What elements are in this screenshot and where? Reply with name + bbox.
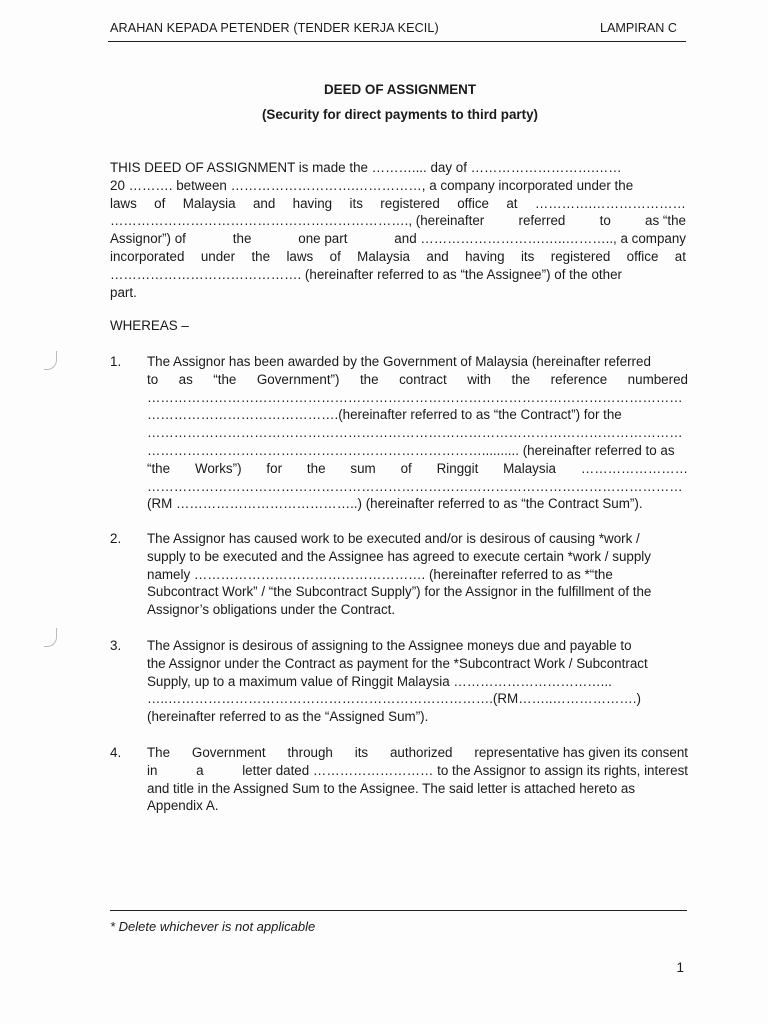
whereas-heading: WHEREAS – bbox=[110, 318, 189, 333]
text-segment: and title in the Assigned Sum to the Assignee. The said letter is attached hereto as bbox=[147, 780, 636, 796]
text-line bbox=[147, 353, 688, 371]
text-segment: its bbox=[349, 195, 363, 211]
text-segment: Works”) bbox=[194, 460, 242, 476]
text-line bbox=[147, 566, 688, 584]
text-line bbox=[147, 442, 688, 460]
text-segment: office bbox=[457, 195, 489, 211]
text-segment: The Assignor has caused work to be executed and/or is desirous of causing *work / bbox=[147, 531, 640, 546]
text-segment: ………………………………………………………………………………………………………… bbox=[147, 425, 683, 441]
text-line bbox=[147, 690, 688, 708]
text-line bbox=[147, 797, 688, 815]
text-segment: (RM …………………………………..) (hereinafter referred to as “the Contract Sum”). bbox=[147, 496, 643, 512]
text-segment: Government”) bbox=[256, 371, 340, 387]
document-title: DEED OF ASSIGNMENT bbox=[323, 82, 477, 97]
text-segment: and ……………………….…..……….., a company bbox=[394, 231, 686, 247]
text-segment: part. bbox=[110, 284, 137, 300]
text-segment: Appendix A. bbox=[147, 798, 219, 814]
text-segment: laws bbox=[286, 248, 314, 264]
text-segment: the bbox=[251, 248, 271, 264]
text-segment: the bbox=[511, 371, 531, 387]
text-segment: reference bbox=[550, 371, 608, 387]
scan-punch-mark bbox=[44, 628, 57, 647]
text-segment: as “the bbox=[645, 213, 686, 229]
text-segment: incorporated bbox=[110, 248, 185, 264]
scan-punch-mark bbox=[44, 351, 57, 370]
recital-text bbox=[147, 744, 688, 815]
document-subtitle: (Security for direct payments to third party) bbox=[261, 107, 539, 122]
text-line bbox=[147, 583, 688, 601]
text-segment: supply to be executed and the Assignee has agreed to execute certain *work / supply bbox=[147, 548, 651, 564]
recital-number: 4. bbox=[110, 745, 122, 760]
text-segment: through bbox=[287, 745, 333, 760]
text-segment: Government bbox=[191, 745, 266, 760]
text-line bbox=[147, 762, 688, 780]
text-segment: Ringgit bbox=[436, 460, 479, 476]
header-left-text: ARAHAN KEPADA PETENDER (TENDER KERJA KECIL) bbox=[110, 21, 439, 35]
text-line bbox=[147, 371, 688, 389]
text-segment: The Assignor has been awarded by the Government of Malaysia (hereinafter referred bbox=[147, 354, 651, 369]
intro-paragraph bbox=[110, 159, 686, 301]
text-segment: with bbox=[467, 371, 492, 387]
text-segment: Subcontract Work” / “the Subcontract Supply”) for the Assignor in the fulfillment of the bbox=[147, 584, 652, 600]
footnote-divider bbox=[110, 910, 687, 911]
text-segment: “the bbox=[147, 460, 171, 476]
text-line bbox=[147, 708, 688, 726]
text-segment: for bbox=[266, 460, 283, 476]
text-segment: to bbox=[599, 213, 611, 229]
text-segment: having bbox=[292, 195, 333, 211]
header-divider bbox=[108, 41, 686, 42]
text-segment: “the bbox=[213, 371, 237, 387]
text-segment: under bbox=[200, 248, 236, 264]
recital-text bbox=[147, 530, 688, 619]
footnote: * Delete whichever is not applicable bbox=[110, 919, 316, 934]
text-segment: its bbox=[520, 248, 535, 264]
text-segment: THIS DEED OF ASSIGNMENT is made the ……….... day of ……………………….…… bbox=[110, 160, 622, 175]
text-line bbox=[110, 177, 686, 195]
text-segment: of bbox=[400, 460, 412, 476]
text-segment: as bbox=[178, 371, 193, 387]
text-line bbox=[147, 389, 688, 407]
text-line bbox=[147, 460, 688, 478]
recital-text bbox=[147, 353, 688, 513]
text-segment: in bbox=[147, 762, 158, 778]
text-segment: the bbox=[306, 460, 326, 476]
text-segment: representative has given its consent bbox=[474, 745, 688, 760]
text-segment: laws bbox=[110, 195, 137, 211]
text-segment: contract bbox=[399, 371, 447, 387]
text-segment: Malaysia bbox=[503, 460, 556, 476]
text-segment: ………………………………………………………………………………………………………… bbox=[147, 478, 683, 494]
text-segment: The bbox=[147, 745, 171, 760]
text-line bbox=[110, 248, 686, 266]
text-segment: a bbox=[196, 762, 204, 778]
text-segment: ………………………………………………………………….......... (hereinafter referred to as bbox=[147, 442, 675, 458]
recital-number: 3. bbox=[110, 638, 122, 653]
text-segment: of bbox=[329, 248, 341, 264]
page-number: 1 bbox=[676, 960, 684, 975]
text-segment: numbered bbox=[627, 371, 688, 387]
text-segment: to bbox=[147, 371, 159, 387]
text-line bbox=[147, 601, 688, 619]
text-segment: registered bbox=[550, 248, 611, 264]
text-segment: and bbox=[252, 195, 276, 211]
text-segment: …..……………………………………………………………….(RM……..……………….) bbox=[147, 691, 641, 707]
text-segment: namely ……………………………………………. (hereinafter referred to as *“the bbox=[147, 566, 613, 582]
text-segment: …………………………………….(hereinafter referred to as “the Contract”) for the bbox=[147, 407, 622, 423]
text-segment: having bbox=[465, 248, 505, 264]
text-line bbox=[147, 744, 688, 762]
text-line bbox=[147, 424, 688, 442]
text-line bbox=[110, 195, 686, 213]
text-segment: one part bbox=[298, 231, 348, 247]
text-segment: …………………………………………………………., (hereinafter bbox=[110, 213, 485, 229]
text-line bbox=[147, 655, 688, 673]
text-segment: of bbox=[154, 195, 166, 211]
text-segment: its bbox=[354, 745, 369, 760]
text-line bbox=[147, 780, 688, 798]
text-segment: ………………………………………………………………………………………………………… bbox=[147, 389, 683, 405]
text-line bbox=[147, 673, 688, 691]
text-line bbox=[147, 637, 688, 655]
text-segment: at bbox=[674, 248, 686, 264]
text-segment: The Assignor is desirous of assigning to the Assignee moneys due and payable to bbox=[147, 638, 632, 653]
text-line bbox=[147, 406, 688, 424]
text-segment: and bbox=[426, 248, 449, 264]
text-segment: the bbox=[232, 231, 252, 247]
text-segment: referred bbox=[518, 213, 566, 229]
text-segment: sum bbox=[350, 460, 376, 476]
text-line bbox=[110, 230, 686, 248]
text-line bbox=[110, 284, 686, 302]
text-line bbox=[147, 495, 688, 513]
text-line bbox=[147, 548, 688, 566]
text-segment: ……………………………………. (hereinafter referred to as “the Assignee”) of the other bbox=[110, 266, 622, 282]
recital-text bbox=[147, 637, 688, 726]
text-line bbox=[110, 266, 686, 284]
text-segment: Assignor”) of bbox=[110, 231, 186, 247]
text-segment: office bbox=[626, 248, 659, 264]
header-right-text: LAMPIRAN C bbox=[600, 21, 677, 35]
text-segment: …………………… bbox=[580, 460, 688, 476]
recital-number: 1. bbox=[110, 354, 122, 369]
text-segment: (hereinafter referred to as the “Assigned Sum”). bbox=[147, 709, 429, 725]
recital-number: 2. bbox=[110, 531, 122, 546]
text-segment: Malaysia bbox=[357, 248, 411, 264]
text-line bbox=[147, 530, 688, 548]
text-segment: Assignor’s obligations under the Contract. bbox=[147, 602, 396, 618]
text-line bbox=[110, 212, 686, 230]
text-segment: 20 ………. between ……………………….……………, a company incorporated under the bbox=[110, 177, 634, 193]
text-segment: registered bbox=[380, 195, 440, 211]
text-line bbox=[110, 159, 686, 177]
text-segment: the bbox=[359, 371, 379, 387]
text-segment: at bbox=[506, 195, 518, 211]
text-line bbox=[147, 478, 688, 496]
text-segment: letter dated ……………………… to the Assignor to assign its rights, interest bbox=[242, 762, 688, 778]
text-segment: Supply, up to a maximum value of Ringgit Malaysia ……………………………... bbox=[147, 673, 612, 689]
text-segment: the Assignor under the Contract as payment for the *Subcontract Work / Subcontract bbox=[147, 655, 648, 671]
text-segment: ………….………………… bbox=[534, 195, 686, 211]
text-segment: authorized bbox=[389, 745, 453, 760]
text-segment: Malaysia bbox=[182, 195, 236, 211]
